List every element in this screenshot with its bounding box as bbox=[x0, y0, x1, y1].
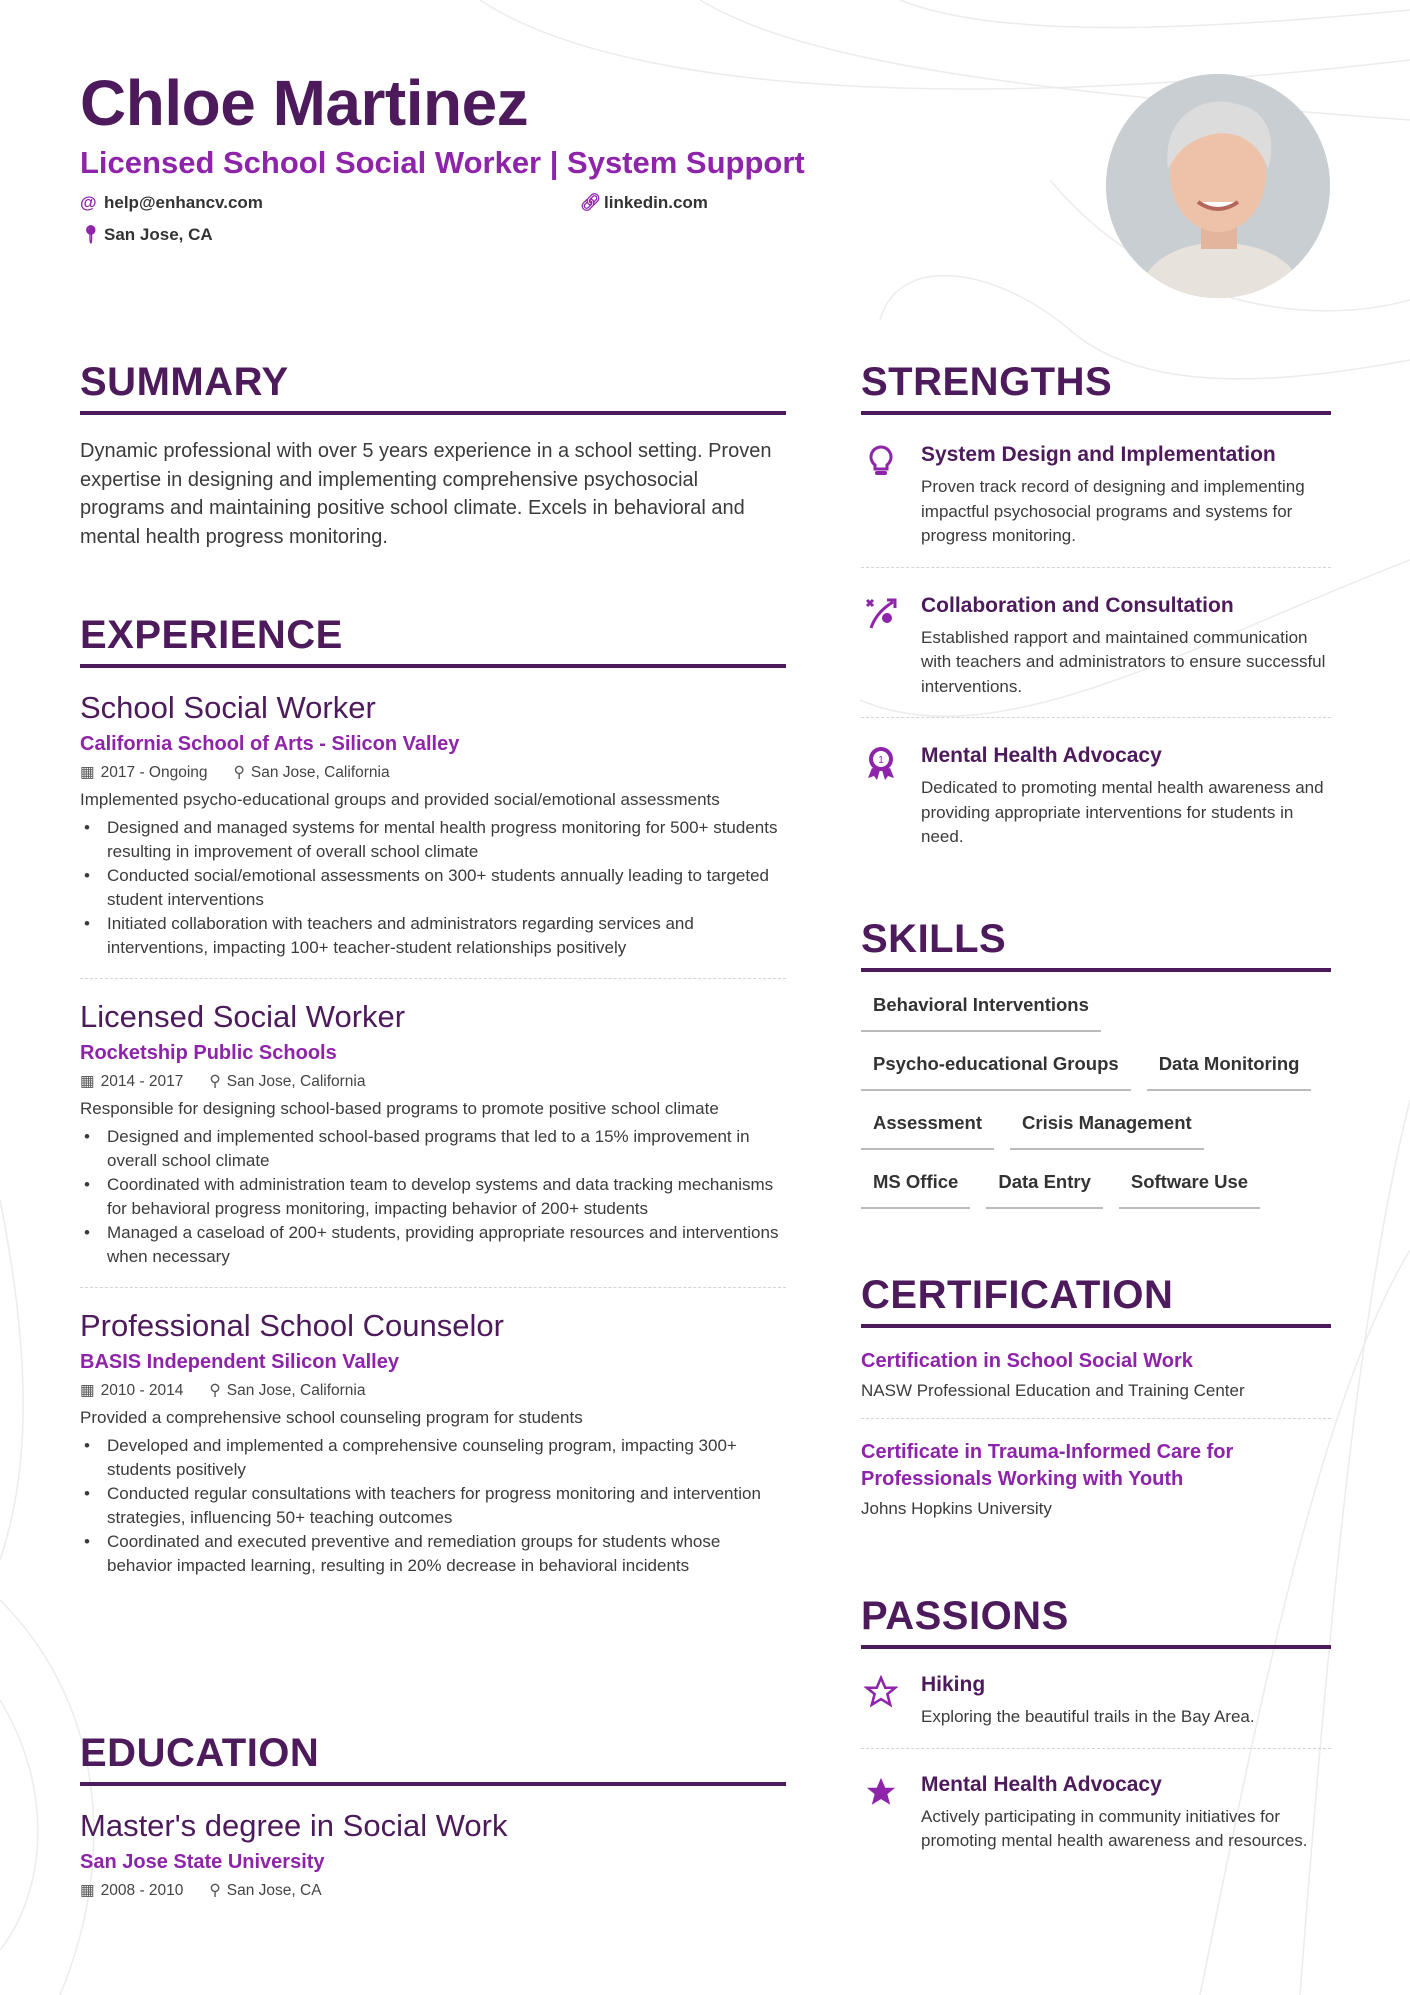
certification-heading: CERTIFICATION bbox=[861, 1273, 1331, 1328]
job-bullet: • Designed and implemented school-based programs that led to a 15% improvement in overall school climate bbox=[80, 1125, 786, 1173]
skill-tag: MS Office bbox=[861, 1171, 970, 1209]
map-pin-icon: ⚲ bbox=[209, 1882, 221, 1899]
school-name: San Jose State University bbox=[80, 1851, 325, 1873]
location-text: San Jose, CA bbox=[104, 225, 213, 244]
job-meta bbox=[80, 1071, 786, 1093]
svg-text:1: 1 bbox=[878, 755, 884, 766]
skills-row bbox=[861, 1112, 1331, 1171]
job-dates: 2017 - Ongoing bbox=[100, 764, 208, 781]
strength-description: Established rapport and maintained communication with teachers and administrators to ensure successful interventions. bbox=[921, 627, 1326, 696]
strength-description: Dedicated to promoting mental health awareness and providing appropriate interventions for students in need. bbox=[921, 778, 1324, 846]
summary-text: Dynamic professional with over 5 years experience in a school setting. Proven expertise in designing and implementing comprehensive psychosocial programs and maintaining positive school climate. Excels in behavioral and mental health progress monitoring. bbox=[80, 440, 772, 548]
job-meta bbox=[80, 1380, 786, 1402]
calendar-icon: ▦ bbox=[80, 1073, 95, 1090]
job-entry bbox=[80, 1306, 786, 1578]
passion-description: Actively participating in community initiatives for promoting mental health awareness and resources. bbox=[921, 1806, 1308, 1850]
profile-photo bbox=[1106, 74, 1330, 298]
education-meta bbox=[80, 1880, 786, 1902]
skills-row bbox=[861, 1053, 1331, 1112]
summary-section bbox=[80, 360, 786, 551]
degree-title: Master's degree in Social Work bbox=[80, 1808, 508, 1843]
skill-tag: Data Monitoring bbox=[1147, 1053, 1312, 1091]
job-bullet: • Designed and managed systems for mental health progress monitoring for 500+ students resulting in improvement of overall school climate bbox=[80, 816, 786, 864]
job-bullet: • Coordinated with administration team to develop systems and data tracking mechanisms for behavioral progress monitoring, impacting behavior of 200+ students bbox=[80, 1173, 786, 1221]
passion-title: Hiking bbox=[921, 1673, 986, 1696]
divider bbox=[861, 567, 1331, 568]
divider bbox=[861, 717, 1331, 718]
at-icon: @ bbox=[80, 193, 97, 212]
strength-description: Proven track record of designing and implementing impactful psychosocial programs and systems for progress monitoring. bbox=[921, 477, 1305, 545]
job-dates: 2010 - 2014 bbox=[100, 1382, 184, 1399]
award-icon bbox=[861, 742, 901, 850]
email-text[interactable]: help@enhancv.com bbox=[104, 193, 263, 212]
strengths-heading: STRENGTHS bbox=[861, 360, 1331, 415]
cert-title: Certificate in Trauma-Informed Care for Professionals Working with Youth bbox=[861, 1441, 1234, 1490]
lightbulb-icon bbox=[861, 441, 901, 549]
job-entry bbox=[80, 997, 786, 1269]
job-bullet: • Developed and implemented a comprehensive counseling program, impacting 300+ students positively bbox=[80, 1434, 786, 1482]
cert-title: Certification in School Social Work bbox=[861, 1350, 1193, 1372]
skill-tag: Software Use bbox=[1119, 1171, 1260, 1209]
skill-tag: Assessment bbox=[861, 1112, 994, 1150]
email-contact[interactable] bbox=[80, 193, 263, 213]
cert-issuer: Johns Hopkins University bbox=[861, 1499, 1052, 1518]
cert-item bbox=[861, 1439, 1331, 1519]
job-bullets bbox=[80, 1434, 786, 1578]
strength-item bbox=[861, 592, 1331, 700]
star-outline-icon bbox=[861, 1671, 901, 1730]
company-name: Rocketship Public Schools bbox=[80, 1042, 337, 1064]
experience-heading: EXPERIENCE bbox=[80, 613, 786, 668]
job-description: Provided a comprehensive school counseling program for students bbox=[80, 1408, 583, 1427]
job-entry bbox=[80, 688, 786, 960]
cert-issuer: NASW Professional Education and Training Center bbox=[861, 1381, 1245, 1400]
map-pin-icon: ⚲ bbox=[209, 1382, 221, 1399]
passion-description: Exploring the beautiful trails in the Bay Area. bbox=[921, 1707, 1255, 1726]
skill-tag: Crisis Management bbox=[1010, 1112, 1204, 1150]
map-pin-icon: 📍︎ bbox=[80, 225, 102, 244]
divider bbox=[80, 1287, 786, 1288]
calendar-icon: ▦ bbox=[80, 1882, 95, 1899]
education-dates: 2008 - 2010 bbox=[100, 1882, 184, 1899]
job-bullets bbox=[80, 1125, 786, 1269]
divider bbox=[861, 1418, 1331, 1419]
summary-heading: SUMMARY bbox=[80, 360, 786, 415]
candidate-title: Licensed School Social Worker | System Support bbox=[80, 145, 805, 180]
skills-heading: SKILLS bbox=[861, 917, 1331, 972]
link-icon: 🔗︎ bbox=[580, 193, 602, 212]
passion-title: Mental Health Advocacy bbox=[921, 1772, 1162, 1796]
calendar-icon: ▦ bbox=[80, 1382, 95, 1399]
job-location: San Jose, California bbox=[226, 1382, 366, 1399]
skill-tag: Data Entry bbox=[986, 1171, 1103, 1209]
linkedin-contact[interactable] bbox=[580, 193, 708, 213]
certification-section bbox=[861, 1273, 1331, 1519]
job-description: Responsible for designing school-based programs to promote positive school climate bbox=[80, 1099, 719, 1118]
divider bbox=[80, 978, 786, 979]
star-filled-icon bbox=[861, 1771, 901, 1854]
job-title: Licensed Social Worker bbox=[80, 999, 406, 1034]
strength-title: Mental Health Advocacy bbox=[921, 744, 1162, 767]
education-location: San Jose, CA bbox=[226, 1882, 322, 1899]
strength-title: Collaboration and Consultation bbox=[921, 593, 1234, 617]
strength-item bbox=[861, 441, 1331, 549]
map-pin-icon: ⚲ bbox=[233, 764, 245, 781]
skills-section bbox=[861, 917, 1331, 1230]
company-name: California School of Arts - Silicon Valley bbox=[80, 733, 460, 755]
candidate-name: Chloe Martinez bbox=[80, 67, 529, 139]
strategy-icon bbox=[861, 592, 901, 700]
job-location: San Jose, California bbox=[226, 1073, 366, 1090]
strength-item bbox=[861, 742, 1331, 850]
passion-item bbox=[861, 1771, 1331, 1854]
job-bullet: • Conducted social/emotional assessments on 300+ students annually leading to targeted student interventions bbox=[80, 864, 786, 912]
skill-tag: Behavioral Interventions bbox=[861, 994, 1101, 1032]
skills-row bbox=[861, 1171, 1331, 1230]
cert-item bbox=[861, 1348, 1331, 1401]
job-location: San Jose, California bbox=[250, 764, 390, 781]
passion-item bbox=[861, 1671, 1331, 1730]
job-dates: 2014 - 2017 bbox=[100, 1073, 184, 1090]
skills-row bbox=[861, 994, 1331, 1053]
job-bullet: • Conducted regular consultations with teachers for progress monitoring and intervention strategies, influencing 50+ teaching outcomes bbox=[80, 1482, 786, 1530]
divider bbox=[861, 1748, 1331, 1749]
passions-section bbox=[861, 1594, 1331, 1854]
calendar-icon: ▦ bbox=[80, 764, 95, 781]
job-description: Implemented psycho-educational groups and provided social/emotional assessments bbox=[80, 790, 720, 809]
map-pin-icon: ⚲ bbox=[209, 1073, 221, 1090]
job-meta bbox=[80, 762, 786, 784]
skill-tag: Psycho-educational Groups bbox=[861, 1053, 1131, 1091]
job-bullet: • Managed a caseload of 200+ students, providing appropriate resources and interventions when necessary bbox=[80, 1221, 786, 1269]
job-bullet: • Initiated collaboration with teachers and administrators regarding services and interventions, impacting 100+ teacher-student relationships positively bbox=[80, 912, 786, 960]
passions-heading: PASSIONS bbox=[861, 1594, 1331, 1649]
strengths-section bbox=[861, 360, 1331, 850]
strength-title: System Design and Implementation bbox=[921, 443, 1276, 466]
experience-section bbox=[80, 613, 786, 1578]
location-contact bbox=[80, 225, 213, 245]
job-title: School Social Worker bbox=[80, 690, 376, 725]
job-title: Professional School Counselor bbox=[80, 1308, 504, 1343]
job-bullets bbox=[80, 816, 786, 960]
job-bullet: • Coordinated and executed preventive and remediation groups for students whose behavior impacted learning, resulting in 20% decrease in behavioral incidents bbox=[80, 1530, 786, 1578]
linkedin-text[interactable]: linkedin.com bbox=[604, 193, 708, 212]
company-name: BASIS Independent Silicon Valley bbox=[80, 1351, 399, 1373]
education-section bbox=[80, 1731, 786, 1902]
education-heading: EDUCATION bbox=[80, 1731, 786, 1786]
